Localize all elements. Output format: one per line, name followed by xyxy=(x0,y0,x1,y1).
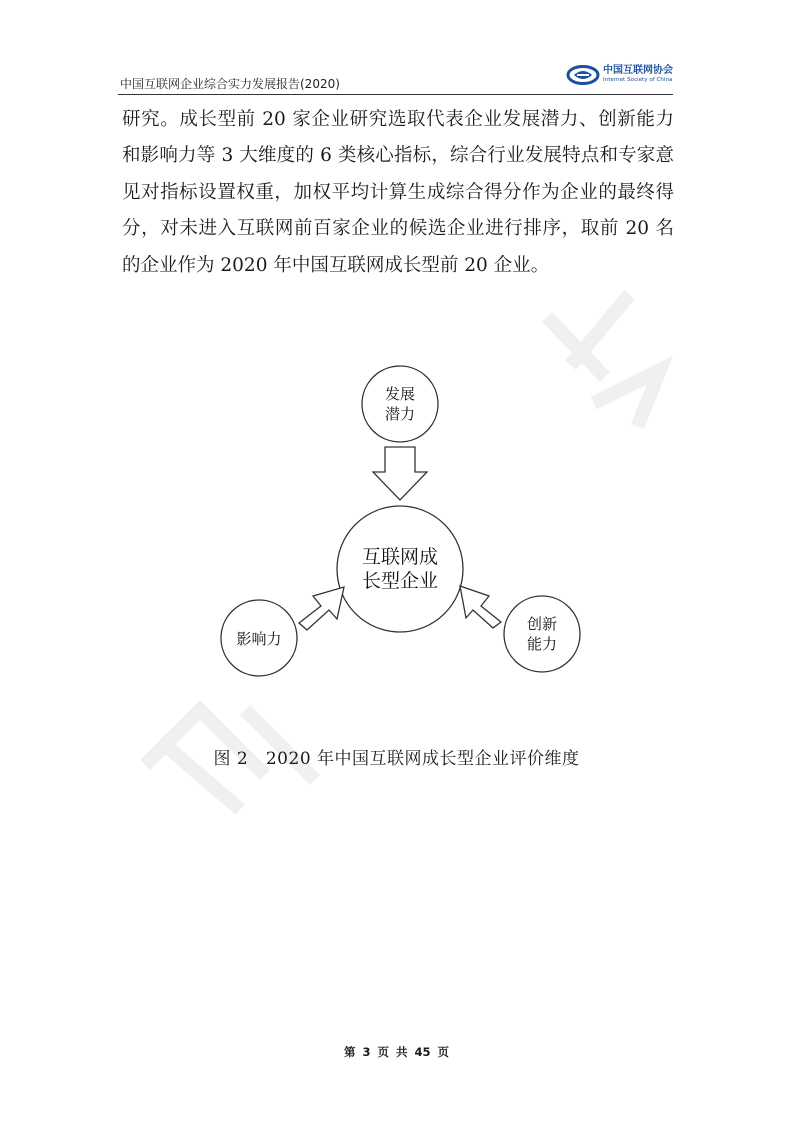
page-number: 第 3 页 共 45 页 xyxy=(343,1045,450,1059)
right-node-line2: 能力 xyxy=(526,635,557,653)
evaluation-dimensions-diagram xyxy=(210,360,590,690)
header-divider xyxy=(118,94,673,95)
organization-logo xyxy=(566,64,676,86)
figure-caption: 图 2 2020 年中国互联网成长型企业评价维度 xyxy=(213,749,580,769)
top-node-label xyxy=(362,366,438,442)
right-node-line1: 创新 xyxy=(526,615,557,633)
right-arrow xyxy=(460,586,501,628)
logo-name-cn: 中国互联网协会 xyxy=(603,65,673,77)
right-node-label xyxy=(504,596,580,672)
left-node-line1: 影响力 xyxy=(236,629,282,648)
running-header: 中国互联网企业综合实力发展报告(2020) xyxy=(120,77,340,91)
center-node-line1: 互联网成 xyxy=(361,546,438,568)
body-paragraph: 研究。成长型前 20 家企业研究选取代表企业发展潜力、创新能力和影响力等 3 大维度的 6 类核心指标，综合行业发展特点和专家意见对指标设置权重，加权平均计算生成综合得分作为企业的最终得分，对未进入互联网前百家企业的候选企业进行排序，取前 20 名的企业作为 2020 年中国互联网成长型前 20 企业。 xyxy=(122,109,674,276)
top-node-line1: 发展 xyxy=(384,385,415,403)
center-node-line2: 长型企业 xyxy=(361,570,438,592)
body-text xyxy=(122,102,674,284)
top-arrow xyxy=(373,447,427,500)
left-node-label xyxy=(221,600,297,676)
top-node-line2: 潜力 xyxy=(384,405,415,423)
center-node-label xyxy=(337,506,463,632)
logo-name-en: Internet Society of China xyxy=(603,77,673,84)
logo-emblem-icon xyxy=(566,65,600,85)
